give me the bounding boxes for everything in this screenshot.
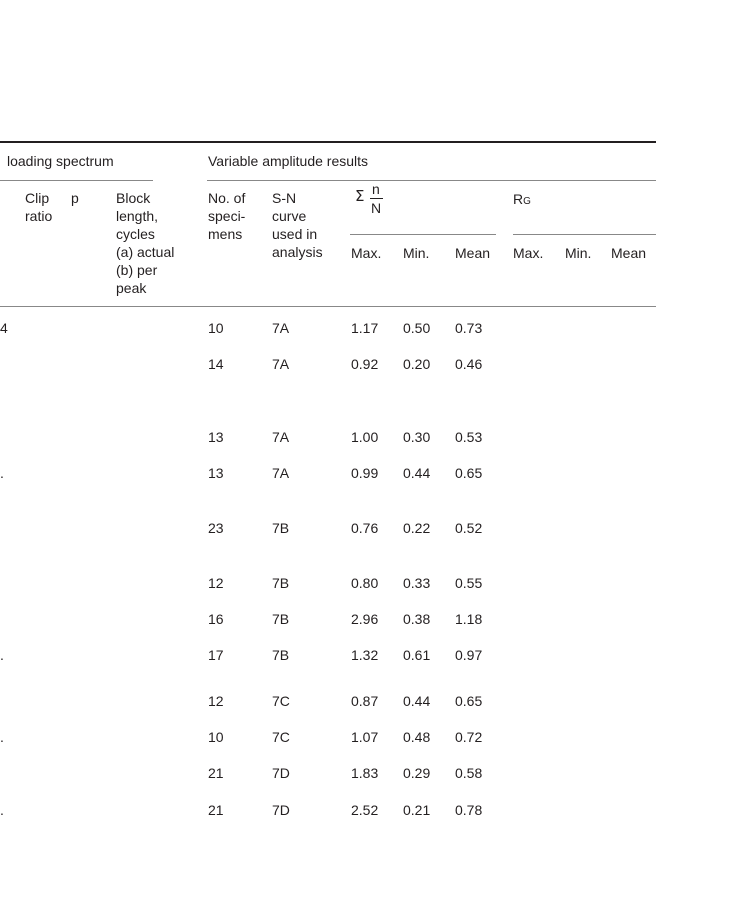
rg-group-underline	[513, 234, 656, 235]
block-length-header: Block length, cycles (a) actual (b) per peak	[116, 190, 175, 296]
specimens-cell: 21	[208, 765, 224, 781]
rg-max-header: Max.	[513, 245, 544, 261]
top-rule	[0, 141, 656, 143]
sum-min-cell: 0.38	[403, 611, 431, 627]
specimens-cell: 13	[208, 465, 224, 481]
sn-curve-header: S-N curve used in analysis	[272, 190, 323, 260]
specimens-cell: 23	[208, 520, 224, 536]
curve-cell: 7D	[272, 765, 290, 781]
sum-mean-cell: 0.58	[455, 765, 483, 781]
curve-cell: 7A	[272, 320, 290, 336]
sum-max-cell: 0.87	[351, 693, 379, 709]
sum-min-cell: 0.30	[403, 429, 431, 445]
sum-mean-cell: 0.55	[455, 575, 483, 591]
specimens-cell: 13	[208, 429, 224, 445]
sum-min-cell: 0.29	[403, 765, 431, 781]
rg-subscript: G	[523, 196, 531, 207]
rg-mean-header: Mean	[611, 245, 647, 261]
curve-cell: 7B	[272, 647, 290, 663]
variable-results-heading: Variable amplitude results	[208, 153, 369, 169]
sum-min-cell: 0.50	[403, 320, 431, 336]
sum-max-cell: 0.92	[351, 356, 379, 372]
no-specimens-header: No. of speci- mens	[208, 190, 246, 242]
rg-min-header: Min.	[565, 245, 592, 261]
row-left-cut-cell: .	[0, 729, 4, 745]
curve-cell: 7A	[272, 429, 290, 445]
sum-max-cell: 1.00	[351, 429, 379, 445]
fraction-denominator: N	[371, 200, 382, 216]
curve-cell: 7A	[272, 465, 290, 481]
sum-max-cell: 0.76	[351, 520, 379, 536]
fraction-numerator: n	[372, 181, 380, 197]
loading-spectrum-underline	[0, 180, 153, 181]
header-bottom-rule	[0, 306, 656, 307]
specimens-cell: 10	[208, 320, 224, 336]
sum-min-cell: 0.44	[403, 693, 431, 709]
sum-mean-cell: 0.78	[455, 802, 483, 818]
sum-max-cell: 0.99	[351, 465, 379, 481]
sum-max-cell: 0.80	[351, 575, 379, 591]
sum-min-cell: 0.48	[403, 729, 431, 745]
specimens-cell: 21	[208, 802, 224, 818]
sum-min-cell: 0.20	[403, 356, 431, 372]
clip-header: Clip	[25, 190, 50, 206]
sum-mean-header: Mean	[455, 245, 491, 261]
sum-mean-cell: 0.53	[455, 429, 483, 445]
sum-min-cell: 0.22	[403, 520, 431, 536]
specimens-cell: 10	[208, 729, 224, 745]
ratio-header: ratio	[25, 208, 53, 224]
sum-min-cell: 0.21	[403, 802, 431, 818]
sum-mean-cell: 0.65	[455, 465, 483, 481]
row-left-cut-cell: .	[0, 647, 4, 663]
sum-max-cell: 1.17	[351, 320, 379, 336]
row-left-cut-cell: 4	[0, 320, 8, 336]
sum-group-underline	[350, 234, 496, 235]
sum-mean-cell: 0.73	[455, 320, 483, 336]
sum-min-cell: 0.33	[403, 575, 431, 591]
sum-min-header: Min.	[403, 245, 430, 261]
sum-max-cell: 2.52	[351, 802, 379, 818]
curve-cell: 7B	[272, 520, 290, 536]
curve-cell: 7B	[272, 575, 290, 591]
sum-mean-cell: 0.97	[455, 647, 483, 663]
specimens-cell: 16	[208, 611, 224, 627]
sum-max-cell: 2.96	[351, 611, 379, 627]
curve-cell: 7C	[272, 729, 290, 745]
sum-max-cell: 1.83	[351, 765, 379, 781]
sum-max-cell: 1.07	[351, 729, 379, 745]
sum-min-cell: 0.61	[403, 647, 431, 663]
row-left-cut-cell: .	[0, 802, 4, 818]
curve-cell: 7D	[272, 802, 290, 818]
specimens-cell: 12	[208, 693, 224, 709]
p-header: p	[71, 190, 79, 206]
specimens-cell: 12	[208, 575, 224, 591]
row-left-cut-cell: .	[0, 465, 4, 481]
sigma-symbol: Σ	[355, 187, 365, 205]
loading-spectrum-heading: loading spectrum	[7, 153, 114, 169]
variable-results-underline	[207, 180, 656, 181]
sum-mean-cell: 0.65	[455, 693, 483, 709]
sum-mean-cell: 0.46	[455, 356, 483, 372]
sum-mean-cell: 0.72	[455, 729, 483, 745]
rg-header	[513, 190, 531, 211]
curve-cell: 7A	[272, 356, 290, 372]
specimens-cell: 14	[208, 356, 224, 372]
sum-mean-cell: 0.52	[455, 520, 483, 536]
sum-mean-cell: 1.18	[455, 611, 483, 627]
specimens-cell: 17	[208, 647, 224, 663]
sum-max-header: Max.	[351, 245, 382, 261]
curve-cell: 7B	[272, 611, 290, 627]
rg-main: R	[513, 191, 524, 207]
sum-max-cell: 1.32	[351, 647, 379, 663]
sum-min-cell: 0.44	[403, 465, 431, 481]
curve-cell: 7C	[272, 693, 290, 709]
